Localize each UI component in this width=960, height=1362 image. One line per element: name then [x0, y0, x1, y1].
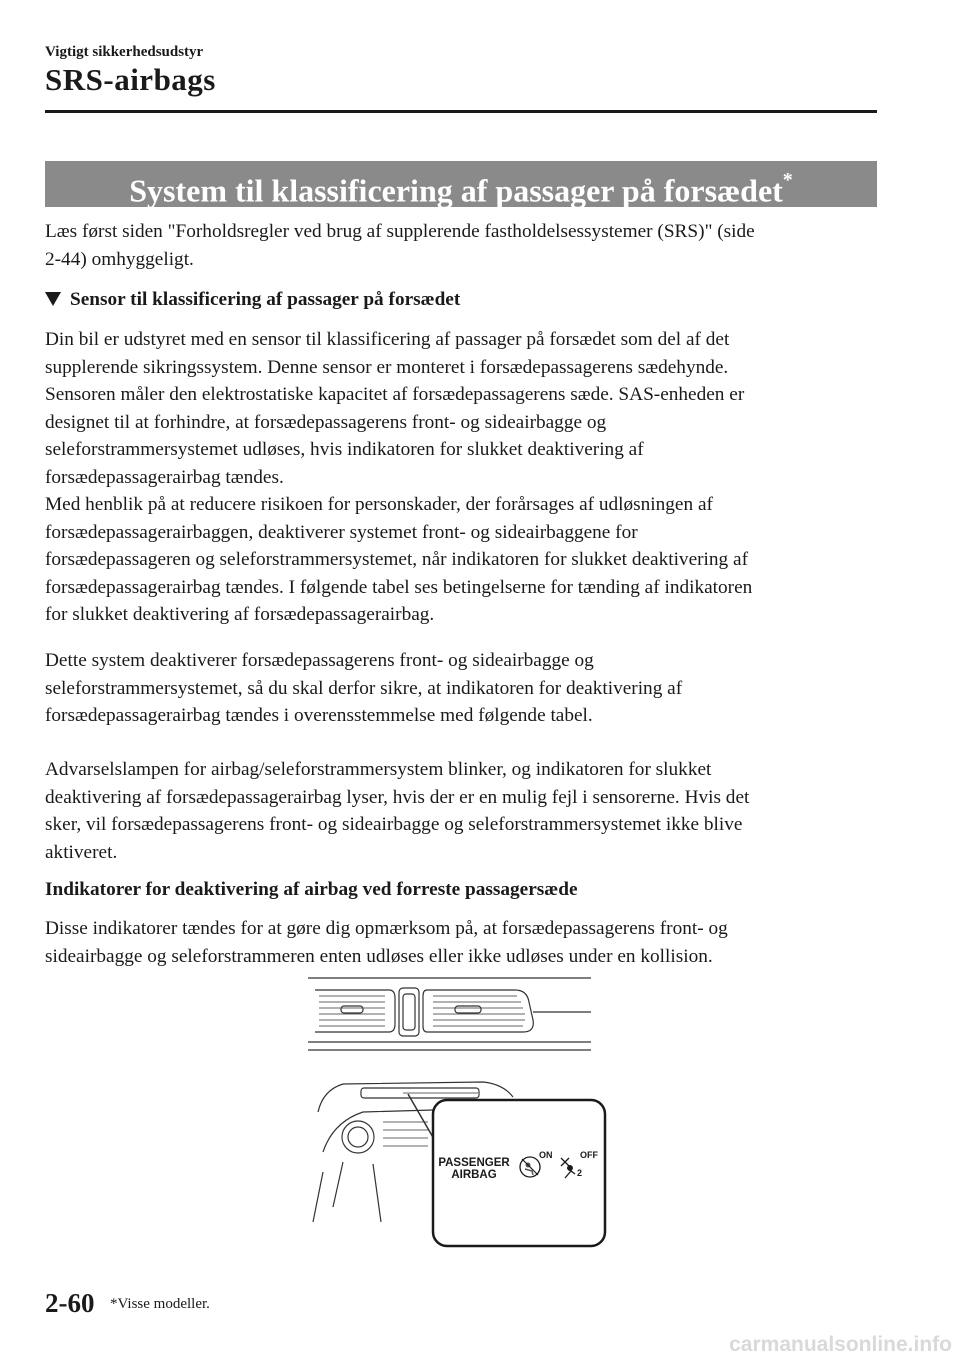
indicators-paragraph — [45, 915, 880, 970]
off-label: OFF — [580, 1150, 598, 1160]
text-line: Disse indikatorer tændes for at gøre dig opmærksom på, at forsædepassagerens front- og — [45, 918, 728, 939]
indicator-callout — [433, 1100, 605, 1246]
text-line: 2-44) omhyggeligt. — [45, 248, 194, 270]
text-line: designet til at forhindre, at forsædepassagerens front- og sideairbagge og — [45, 411, 607, 433]
text-line: forsædepassagerairbag tændes. I følgende tabel ses betingelserne for tænding af indikatoren — [45, 576, 753, 598]
sensor-paragraph-2 — [45, 647, 880, 730]
footnote: *Visse modeller. — [110, 1296, 210, 1312]
sensor-paragraph-3 — [45, 756, 880, 866]
header-rule — [45, 110, 877, 113]
text-line: deaktivering af forsædepassagerairbag lyser, hvis der er en mulig fejl i sensorerne. Hvis det — [45, 786, 750, 808]
passenger-label-line2: AIRBAG — [451, 1169, 497, 1181]
text-line: Med henblik på at reducere risikoen for personskader, der forårsages af udløsningen af — [45, 494, 713, 515]
text-line: for slukket deaktivering af forsædepassagerairbag. — [45, 604, 435, 625]
passenger-airbag-indicator-illustration — [303, 972, 613, 1252]
sensor-heading — [45, 286, 460, 313]
text-line: Læs først siden "Forholdsregler ved brug af supplerende fastholdelsessystemer (SRS)" (side — [45, 221, 755, 242]
triangle-bullet-icon — [45, 292, 61, 306]
breadcrumb: Vigtigt sikkerhedsudstyr — [45, 44, 204, 60]
sensor-paragraph-1 — [45, 326, 880, 629]
page-number: 2-60 — [45, 1288, 95, 1318]
chapter-title: SRS-airbags — [45, 62, 216, 97]
optional-equipment-asterisk: * — [782, 169, 793, 191]
text-line: aktiveret. — [45, 841, 118, 863]
indicators-heading: Indikatorer for deaktivering af airbag ved forreste passagersæde — [45, 879, 578, 900]
text-line: Sensoren måler den elektrostatiske kapacitet af forsædepassagerens sæde. SAS-enheden er — [45, 384, 745, 405]
text-line: forsædepassagerairbag tændes i overensstemmelse med følgende tabel. — [45, 705, 593, 726]
text-line: Advarselslampen for airbag/seleforstrammersystem blinker, og indikatoren for slukket — [45, 759, 712, 780]
text-line: forsædepassagerairbaggen, deaktiverer systemet front- og sideairbaggene for — [45, 521, 638, 543]
airbag-on-indicator-icon — [520, 1157, 540, 1177]
sensor-heading-text: Sensor til klassificering af passager på forsædet — [70, 289, 461, 310]
text-line: forsædepassagerairbag tændes. — [45, 466, 284, 488]
intro-paragraph — [45, 218, 880, 273]
dashboard-vents-drawing — [308, 978, 591, 1050]
text-line: supplerende sikringssystem. Denne sensor er monteret i forsædepassagerens sædehynde. — [45, 356, 729, 378]
text-line: Dette system deaktiverer forsædepassagerens front- og sideairbagge og — [45, 650, 594, 671]
text-line: seleforstrammersystemet udløses, hvis indikatoren for slukket deaktivering af — [45, 439, 644, 460]
on-label: ON — [539, 1150, 553, 1160]
off-indicator-number: 2 — [577, 1168, 583, 1178]
text-line: forsædepassageren og seleforstrammersystemet, når indikatoren for slukket deaktivering af — [45, 549, 748, 570]
text-line: sker, vil forsædepassagerens front- og sideairbagge og seleforstrammersystemet ikke blive — [45, 814, 743, 835]
passenger-label-line1: PASSENGER — [438, 1157, 510, 1169]
section-banner — [45, 161, 877, 207]
text-line: seleforstrammersystemet, så du skal derfor sikre, at indikatoren for deaktivering af — [45, 677, 683, 699]
watermark: carmanualsonline.info — [729, 1333, 952, 1356]
text-line: Din bil er udstyret med en sensor til klassificering af passager på forsædet som del af det — [45, 329, 730, 350]
section-title: System til klassificering af passager på forsædet — [129, 172, 783, 209]
text-line: sideairbagge og seleforstrammeren enten udløses eller ikke udløses under en kollision. — [45, 945, 713, 967]
